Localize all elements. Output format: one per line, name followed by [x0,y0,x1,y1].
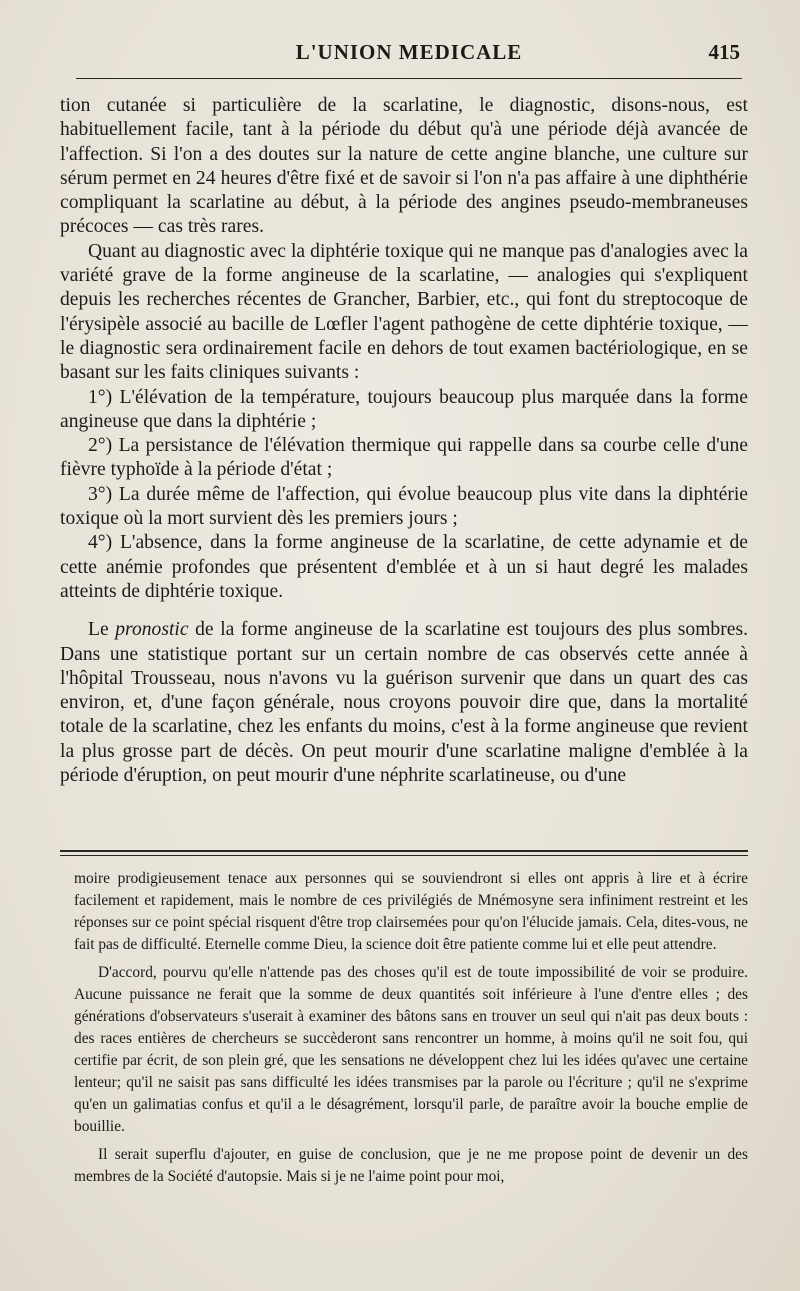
paragraph-diagnostic: Quant au diagnostic avec la diphtérie toxique qui ne manque pas d'analogies avec la variété grave de la forme angineuse de la scarlatine, — analogies qui s'expliquent depuis les recherches récentes de Grancher, Barbier, etc., qui font du streptocoque de l'érysipèle associé au bacille de Lœfler l'agent pathogène de cette diphtérie toxique, — le diagnostic sera ordinairement facile en dehors de tout examen bactériologique, en se basant sur les faits cliniques suivants : [60,240,748,384]
pronostic-text: de la forme angineuse de la scarlatine est toujours des plus sombres. Dans une statistique portant sur un certain nombre de cas observés cette année à l'hôpital Trousseau, nous n'avons vu la guérison survenir que dans un quart des cas environ, et, d'une façon générale, nous croyons pouvoir dire que, dans la mortalité totale de la scarlatine, chez les enfants du moins, c'est à la forme angineuse que revient la plus grosse part de décès. On peut mourir d'une scarlatine maligne d'emblée à la période d'éruption, on peut mourir d'une néphrite scarlatineuse, ou d'une [60,619,748,787]
list-item-2: 2°) La persistance de l'élévation thermique qui rappelle dans sa courbe celle d'une fièvre typhoïde à la période d'état ; [60,435,748,481]
pronostic-lead: Le [88,619,116,641]
main-text [60,94,748,788]
running-header [76,40,742,70]
footnote-text [74,868,748,1188]
footnote-paragraph-2: D'accord, pourvu qu'elle n'attende pas des choses qu'il est de toute impossibilité de voir se produire. Aucune puissance ne ferait que la somme de deux quantités soit inférieure à l'une d'entre elles ; des générations d'observateurs s'userait à examiner des bâtons sans en trouver un seul qui n'ait pas deux bouts : des races entières de chercheurs se succèderont sans rencontrer un homme, à moins qu'il ne soit fou, qui certifie par écrit, de son plein gré, que les sensations ne développent chez lui les idées qu'avec une certaine lenteur; qu'il ne saisit pas sans difficulté les idées transmises par la parole ou l'écriture ; qu'il ne s'exprime qu'en un galimatias confus et qu'il a le désagrément, lorsqu'il parle, de paraître avoir la bouche emplie de bouillie. [74,964,748,1135]
paragraph-continuation: tion cutanée si particulière de la scarlatine, le diagnostic, disons-nous, est habituellement facile, tant à la période du début qu'à une période déjà avancée de l'affection. Si l'on a des doutes sur la nature de cette angine blanche, une culture sur sérum permet en 24 heures d'être fixé et de savoir si l'on n'a pas affaire à une diphthérie compliquant la scarlatine au début, à la période des angines pseudo-membraneuses précoces — cas très rares. [60,95,748,238]
page-number: 415 [708,40,740,64]
list-item-1: 1°) L'élévation de la température, toujours beaucoup plus marquée dans la forme angineuse que dans la diphtérie ; [60,386,748,432]
footnote-rule-bottom [60,855,748,856]
journal-title: L'UNION MEDICALE [295,40,523,64]
paragraph-pronostic [60,618,748,788]
list-item-3: 3°) La durée même de l'affection, qui évolue beaucoup plus vite dans la diphtérie toxique où la mort survient dès les premiers jours ; [60,483,748,530]
header-rule [76,78,742,79]
list-item-4: 4°) L'absence, dans la forme angineuse de la scarlatine, de cette adynamie et de cette anémie profondes que présentent d'emblée et à un si haut degré les malades atteints de diphtérie toxique. [60,532,748,602]
pronostic-term: pronostic [115,619,189,641]
footnote-paragraph-1: moire prodigieusement tenace aux personnes qui se souviendront si elles ont appris à lire et à écrire facilement et rapidement, mais le nombre de ces privilégiés de Mnémosyne sera infiniment restreint et les réponses sur ce point spécial risquent d'être trop clairsemées pour qu'on l'élucide jamais. Cela, dites-vous, ne fait pas de difficulté. Eternelle comme Dieu, la science doit être patiente comme lui et elle peut attendre. [74,870,748,953]
footnote-paragraph-3: Il serait superflu d'ajouter, en guise de conclusion, que je ne me propose point de devenir un des membres de la Société d'autopsie. Mais si je ne l'aime point pour moi, [74,1146,748,1185]
footnote-rule-top [60,850,748,852]
